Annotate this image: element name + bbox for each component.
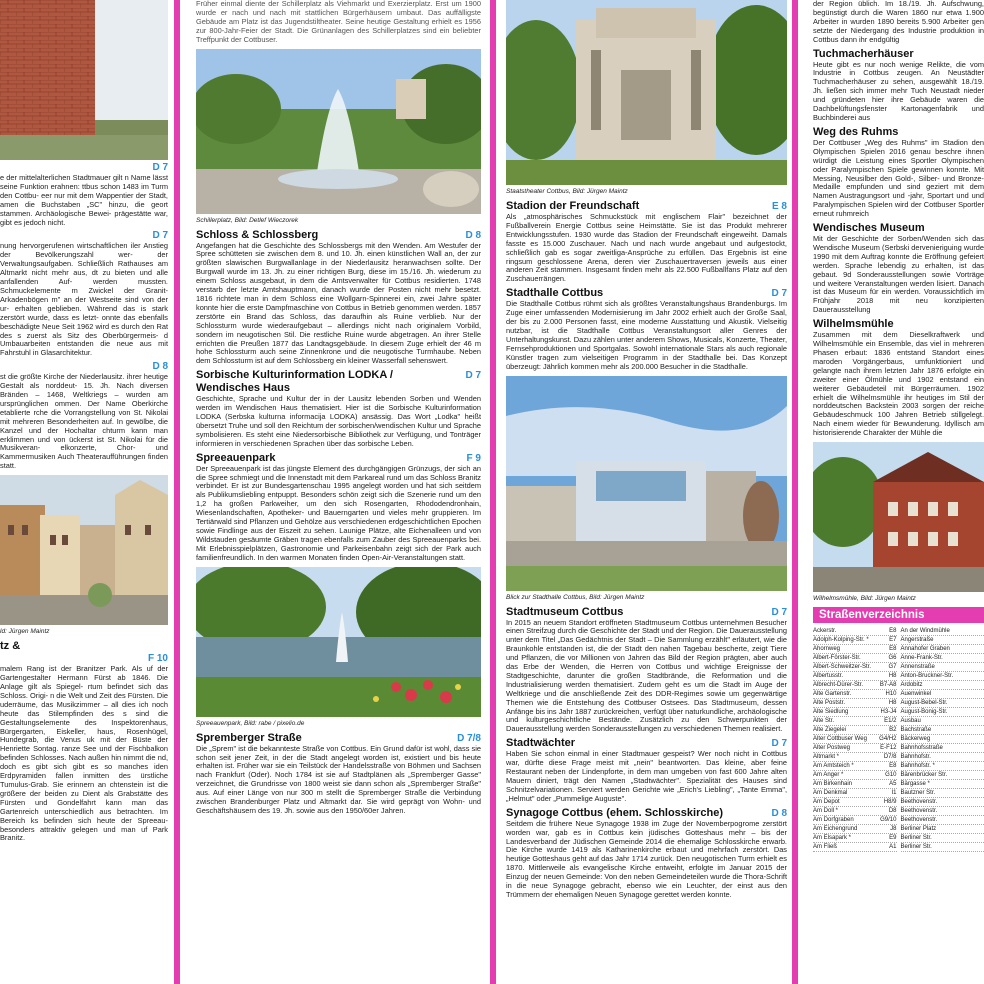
street-grid-ref: H8 (888, 673, 897, 680)
street-name: Bäckerweg (900, 736, 931, 743)
street-name: August-Bebel-Str. (900, 700, 948, 707)
street-name: Ahornweg (813, 646, 841, 653)
street-grid-ref: H3-J4 (880, 709, 897, 716)
section-title-fragment: tz & (0, 640, 21, 653)
street-index-row (813, 663, 897, 672)
street-index-row (901, 789, 984, 798)
street-index-row (813, 807, 897, 816)
section-title: Weg des Ruhms (813, 125, 899, 138)
street-index-row (813, 699, 897, 708)
street-index-row (901, 708, 984, 717)
street-index-row (813, 708, 897, 717)
street-grid-ref: I1 (891, 790, 897, 797)
section-title: Synagoge Cottbus (ehem. Schlosskirche) (506, 806, 723, 819)
street-grid-ref: G7 (888, 664, 897, 671)
grid-reference: D 7 (771, 288, 787, 300)
street-name: Alte Siedlung (813, 709, 849, 716)
street-name: Am Dorfgraben (813, 817, 854, 824)
street-name: August-Bonig-Str. (900, 709, 948, 716)
street-index-row (901, 744, 984, 753)
street-index-row (901, 735, 984, 744)
street-name: Albrecht-Dürer-Str. (813, 682, 864, 689)
section-title: Sorbische Kulturinformation LODKA / Wendisches Haus (196, 369, 393, 395)
street-name: Ardobitz (900, 682, 923, 689)
section-text: Mit der Geschichte der Sorben/Wenden sich das Wendische Museum (Serbski dervenieriguing wurde 1990 mit dem Auftrag konnte die Eröffnung gefeiert werden. Sprache lebendig zu erhalten, ist das gebaut. 9d Sonderausstellungen sowie Vorträge und weitere Veranstaltungen werden lisiert. Danach ist das Museum für ein werden. Voraussichtlich im Frühjahr 2018 mit neu konzipierten Dauerausstellung (813, 234, 984, 315)
section-text: Geschichte, Sprache und Kultur der in der Lausitz lebenden Sorben und Wenden werden im Wendischen Haus thematisiert. Hier ist die Sorbische Kulturinformation LODKA (Serbska kulturna informacija LODKA) ansässig. Das Wort „Lodka" heißt übersetzt Truhe und soll den Reichtum der sorbischen/wendischen Kultur und Sprache symbolisieren. Es steht eine Niedersorbische Bibliothek zur Verfügung, und Tonträger informieren in verschiedenen Sprachen über das sorbische Leben. (196, 394, 481, 448)
grid-reference: F 9 (466, 452, 481, 464)
photo-city-wall (0, 0, 168, 160)
street-name: Beethovenstr. (900, 799, 938, 806)
photo-spreeauenpark (196, 567, 481, 717)
street-index-row (901, 762, 984, 771)
street-name: Berliner Platz (900, 826, 937, 833)
grid-reference: D 7 (771, 606, 787, 618)
section-title: Tuchmacherhäuser (813, 47, 914, 60)
street-index-row (813, 816, 897, 825)
grid-reference: D 7 (771, 738, 787, 750)
street-grid-ref: A5 (889, 781, 897, 788)
street-grid-ref: E8 (889, 763, 897, 770)
street-name: Alter Postweg (813, 745, 851, 752)
street-grid-ref: E-F12 (880, 745, 897, 752)
section-text: Der Cottbuser „Weg des Ruhms" im Stadion den Olympischen Spielen 2016 genau beschre ihnen würdigt die Leistung eines Sportler Olympischen oder Paralympischen Spiele gewinnen konnte. Mit Messing, Neusilber den Gold-, Silber- und Bronze-Medaille empfunden und sind geziert mit dem Namen Austragungsort und -jahr, Sportart und und Paralympischen Spielen wird der Cottbuser Sportler erneut ruhmreich (813, 137, 984, 219)
street-name: Berliner Str. (900, 835, 932, 842)
street-index-row (813, 780, 897, 789)
street-index-row (901, 843, 984, 852)
street-index-row (813, 636, 897, 645)
street-name: Alte Ziegelei (813, 727, 847, 734)
section-title: Stadtmuseum Cottbus (506, 605, 624, 618)
section-text: In 2015 an neuem Standort eröffneten Stadtmuseum Cottbus unternehmen Besucher einen Streifzug durch die Geschichte der Stadt und der Region. Die Dauerausstellung unter dem Titel „Das Gedächtnis der Stadt – Die Sammlung erzählt" erläutert, wie die Braunkohle entstanden ist, die der Stadt den nahen Tagebau bescherte, zeigt Tiere und Pflanzen, die vor Millionen von Jahren das Bild der Region prägten, aber auch das Erbe der Wenden, die Herren von Cottbus und wichtige Ereignisse der Stadtgeschichte, darunter die großen Stadtbrände, die Reformation und die Industrialisierung werden thematisiert. Zudem geht es um die Stadt im Auge der Weltkriege und die anschließende Zeit des DDR-Regimes sowie um gegenwärtige Themen wie die Entstehung des Cottbuser Ostsees. Das Stadtmuseum, dessen Anfänge bis ins Jahr 1887 zurückreichen, verfügt über naturkundliche, archäologische und kulturgeschichtliche Bestände. Zusätzlich zu den Schwerpunkten der Dauerausstellung werden Sonderausstellungen zu verschiedenen Themen realisiert. (506, 617, 787, 734)
street-index-row (813, 744, 897, 753)
street-grid-ref: H8/9 (883, 799, 897, 806)
street-name: Am Amtsteich * (813, 763, 854, 770)
grid-reference: E 8 (771, 201, 787, 212)
photo-caption: Spreeauenpark, Bild: rabe / pixelio.de (196, 719, 305, 727)
photo-staatstheater (506, 0, 787, 185)
grid-reference: D 7 (152, 162, 168, 173)
street-grid-ref: E8 (889, 646, 897, 653)
section-text: Angefangen hat die Geschichte des Schlossbergs mit den Wenden. Am Westufer der Spree schütteten sie zwischen dem 8. und 10. Jh. einen künstlichen Wall an, der zur größten slawischen Burgwallanlage in der Niederlausitz heranwachsen sollte. Der Burgwall wurde im 13. Jh. zu einer richtigen Burg, diese im 15./16. Jh. wiederum zu einem Schloss ausgebaut, in dem die Amtsverwalter für Cottbus residierten. 1748 verstarb der letzte Amtshauptmann, danach wurde der Posten nicht mehr besetzt. 1816 richtete man in dem Schloss eine Wollgarn-Spinnerei ein, zwei Jahre später konnte hier die erste Dampfmaschine von Cottbus in Betrieb genommen werden. 1857 zerstörte ein Brand das Schloss, das daraufhin als Ruine verblieb. Nur der Schlossturm wurde wiederaufgebaut – allerdings nicht nach originalem Vorbild, sondern im neugotischen Stil. Die restliche Ruine wurde abgetragen. An ihrer Stelle errichten die Preußen 1877 das Landtagsgebäude. In diesem Zuge erhielt der 46 m hohe Schlossturm auch seine Zinnenkrone und die neugotische Turmhaube. Neben dem Schlossturm ist auf dem Schlossberg ein kleiner Wasserfall sehenswert. (196, 240, 481, 366)
street-name: Am Depot (813, 799, 840, 806)
text-oberkirche: st die größte Kirche der Niederlausitz. ihrer heutige Gestalt als norddeut- 15. Jh. Nach diversen Bränden – 1468, Weltkriegs – wurden am ursprünglichen ommen. Der Name Oberkirche etablierte rche die Vorrangstellung von St. Nikolai mit mehreren Besonderheiten auf. In gewölbe, die Kanzel und der Hochaltar chturm kann man erklimmen und von ückerst ist St. Nikolai für die Musikveran- elkonzerte, Chor- und Kammermusiken Auch Theateraufführungen finden statt. (0, 372, 168, 471)
street-grid-ref: H10 (885, 691, 897, 698)
column-divider (490, 0, 496, 984)
street-name: Angerstraße (900, 637, 934, 644)
street-index-row (813, 681, 897, 690)
street-index-column-left (813, 627, 897, 852)
street-index-row (901, 627, 984, 636)
grid-reference: D 7 (152, 230, 168, 242)
street-grid-ref: E9 (889, 835, 897, 842)
section-title: Wilhelmsmühle (813, 318, 894, 331)
street-name: Bautzner Str. (900, 790, 936, 797)
photo-stadthalle (506, 376, 787, 591)
street-index-row (901, 726, 984, 735)
street-name: Alte Str. (813, 718, 835, 725)
text-rathaus: nung hervorgerufenen wirtschaftlichen iler Anstieg der Bevölkerungszahl wer- der Verwaltungsaufgaben. Schließlich Rathauses am Altmarkt nicht mehr aus, dt zu bieten und alle anfallenden Auf- werden mussten. Schmuckelemente m Zwickel der Granit-Arkadenbögen m" an der Westseite sind von der ur- erhalten geblieben. Während das is stark zerstört wurde, dass es letzt- onnte das ebenfalls beschädigte Neue Seit 1962 wird es durch den Rat des s zuerst als Sitz des Oberbürgermeis- d Umbauarbeiten entstanden die neue aus mit Fahrstuhl in Glasarchitektur. (0, 241, 168, 358)
street-index-row (813, 627, 897, 636)
street-index-row (901, 807, 984, 816)
street-grid-ref: D7/8 (883, 754, 897, 761)
street-grid-ref: B2 (889, 727, 897, 734)
street-index-row (813, 843, 897, 852)
photo-caption: ld: Jürgen Maintz (0, 628, 50, 636)
column-3 (506, 0, 787, 984)
street-name: Alte Gartenstr. (813, 691, 852, 698)
street-index-row (813, 789, 897, 798)
street-name: Anton-Bruckner-Str. (900, 673, 954, 680)
photo-caption: Schillerplatz, Bild: Detlef Wieczorek (196, 216, 299, 224)
street-index-row (901, 834, 984, 843)
street-name: Ausbau (900, 718, 921, 725)
street-index-row (901, 798, 984, 807)
section-text: Als „atmosphärisches Schmuckstück mit englischem Flair" bezeichnet der Fußballverein Energie Cottbus seine Heimstätte. Sie ist das Produkt mehrerer Entwicklungsstufen. 1930 wurde das Stadion der Freundschaft eingeweiht. Damals fasste es 15.000 Zuschauer. Nach und nach wurde angebaut und aufgestockt, schließlich gab es sogar zweitliga-Ansprüche zu erfüllen. Das Ergebnis ist eine ringsum geschlossene Arena, deren vier Zuschauertraversen jeweils aus einer anderen Zeit stammen. Insgesamt finden mehr als 22.500 Fußballfans Platz auf den Zuschauerrängen. (506, 212, 787, 284)
street-index-row (901, 690, 984, 699)
street-index-row (813, 753, 897, 762)
street-grid-ref: J8 (890, 826, 897, 833)
photo-caption: Blick zur Stadthalle Cottbus, Bild: Jürgen Maintz (506, 593, 645, 601)
street-index-row (901, 654, 984, 663)
column-2 (196, 0, 481, 984)
street-index-row (813, 798, 897, 807)
street-name: Alter Cottbuser Weg (813, 736, 867, 743)
grid-reference: D 8 (152, 361, 168, 373)
section-title: Stadion der Freundschaft (506, 200, 640, 212)
section-text: Die Stadthalle Cottbus rühmt sich als größtes Veranstaltungshaus Brandenburgs. Im Zuge einer umfassenden Modernisierung im Jahr 2002 erhielt auch der Große Saal, der bis zu 2.000 Personen fasst, eine moderne Ausstattung und Akustik. Vielseitig nutzbar, ist die Stadthalle Cottbus Veranstaltungsort aller Genres der Unterhaltungskunst. Dazu zählen unter anderem Shows, Musicals, Konzerte, Theater, Fernsehproduktionen und Sportgalas. Sowohl internationale Stars als auch regionale Künstler tragen zum vielseitigen Programm in der Stadthalle bei. Das Konzept überzeugt: Jährlich kommen mehr als 200.000 Besucher in die Stadthalle. (506, 299, 787, 371)
street-name: Am Denkmal (813, 790, 848, 797)
street-index-row (813, 654, 897, 663)
text-branitzer-park: malem Rang ist der Branitzer Park. Als uf der Gartengestalter Hermann Fürst ab 1846. Die Anlage gilt als Spiegel- rtum befindet sich das Schloss. Origi- n die Welt und Zeit des Fürsten. Die uderräume, das Musikzimmer – all dies ich noch heute das Stilempfinden des s sind die Gestaltungselemente des Inspektorenhaus, Bürgergarten, Eiskeller, haus, Rosenhügel, Hundegrab, die Venus uk mit der Büste der Henriette Sontag. ranze See und der Fischbalkon befinden Schlosses. Nach außen hin nimmt die nd, doch es gibt sich gibt es so manches iden Erdpyramiden fallen inmitten des ürstliche Tumulus-Grab. Sie erinnern an chtenstein ist die größere der beiden zu Dient als Grabstätte des Fürsten und Gondelfahrt kann man das Gartenreich unterschiedlich aus betrachten. Im Bereich ks befinden sich heute der Spreeau- besonders attraktiv gelegen und man uf Park Branitz. (0, 664, 168, 843)
column-1 (0, 0, 168, 984)
street-name: Am Eichengrund (813, 826, 858, 833)
street-name: Anne-Frank-Str. (900, 655, 943, 662)
street-name: Bachstraße (900, 727, 932, 734)
street-name: Bahnhofstr. * (900, 763, 935, 770)
street-name: Altmarkt * (813, 754, 840, 761)
street-name: Albert-Förster-Str. (813, 655, 861, 662)
street-grid-ref: H8 (888, 700, 897, 707)
street-index-row (813, 717, 897, 726)
photo-wilhelmsmuehle (813, 442, 984, 592)
column-divider (792, 0, 798, 984)
street-grid-ref: E1/2 (884, 718, 897, 725)
street-index-row (813, 762, 897, 771)
section-text: Die „Sprem" ist die bekannteste Straße von Cottbus. Ein Grund dafür ist wohl, dass sie schon seit jener Zeit, in der die Stadt angelegt worden ist, existiert und bis heute erhalten ist. Früher war sie ein Teilstück der Handelsstraße von Böhmen und Sachsen nach Frankfurt (Oder). Noch 1784 ist sie auf Stadtplänen als „Spremberger Gasse" verzeichnet, die Grundrisse von 1800 weist sie dann schon als „Spremberger Straße" aus. Auf einer Länge von nur 300 m stellt die Spremberger Straße die Verbindung zwischen Brandenburger Platz und Altmarkt dar. Sie wird geprägt von Wohn- und Geschäftshäusern des 19. Jh. sowie aus den 1950/60er Jahren. (196, 743, 481, 815)
section-title: Wendisches Museum (813, 222, 925, 235)
street-grid-ref: G10 (885, 772, 897, 779)
street-grid-ref: E7 (889, 637, 897, 644)
street-name: Adolph-Kolping-Str. * (813, 637, 869, 644)
street-name: Beethovenstr. (900, 808, 938, 815)
street-name: Albertusstr. (813, 673, 844, 680)
street-index-row (901, 699, 984, 708)
section-text: Der Spreeauenpark ist das jüngste Element des durchgängigen Grünzugs, der sich an die Spree schmiegt und die Innenstadt mit dem Parkareal rund um das Schloss Branitz verbindet. Er ist zur Bundesgartenschau 1995 angelegt worden und hat sich seitdem als Publikumsliebling entpuppt. Besonders schön zeigt sich die Szenerie rund um den 1,2 ha großen Parkweiher, um den sich Rosengarten, Rhododendronhain, Wiesenlandschaften, Apotheker- und Bauerngarten und vieles mehr gruppieren. Im Tertiärwald sind Pflanzen und Gehölze aus verschiedenen erdgeschichtlichen Epochen sowie Findlinge aus der Eiszeit zu sehen. Launige Plätze, alte Eichenalleen und von Wildstauden gesäumte Gräben tragen ebenfalls zum Zauber des Spreeauenparks bei. Mit Erlebnisspielplätzen, Gastronomie und Parkeisenbahn zeigt sich der Park auch familienfreundlich. In den warmen Monaten finden Open-Air-Veranstaltungen statt. (196, 463, 481, 562)
street-name: Bärenbrücker Str. (900, 772, 948, 779)
grid-reference: D 7 (465, 370, 481, 382)
section-title: Schloss & Schlossberg (196, 228, 319, 241)
grid-reference: D 8 (771, 807, 787, 819)
street-name: Berliner Str. (900, 844, 932, 851)
section-title: Spreeauenpark (196, 451, 276, 464)
street-grid-ref: G4/H2 (879, 736, 897, 743)
street-grid-ref: G6 (888, 655, 897, 662)
street-index-row (813, 645, 897, 654)
column-4 (813, 0, 984, 984)
street-name: Bärgasse * (900, 781, 930, 788)
street-name: Am Birkenhain (813, 781, 853, 788)
section-text: Heute gibt es nur noch wenige Relikte, die vom Industrie in Cottbus zeugen. An Neustädter Tuchmacherhäuser zu sehen, ausgewählt 18./19. Jh. ließen sich immer mehr Tuch Neustadt nieder und gründeten hier ihre Gebäude waren die Dachbelüftungsfenster Kartonagenfabrik und Buchbinderei aus (813, 59, 984, 122)
street-name: Bahnhofsstraße (900, 745, 943, 752)
section-text: Seitdem die frühere Neue Synagoge 1938 im Zuge der Novemberpogrome zerstört worden war, gab es in Cottbus kein jüdisches Gotteshaus mehr – bis der Landesverband der Jüdischen Gemeinde 2014 die ehemalige Schlosskirche erwarb. Die Kirche wurde 1419 als Katharinenkirche erbaut und mehrfach zerstört. Das heutige Gotteshaus geht auf das Jahr 1714 zurück. Den neugotischen Turm erhielt es 1870. Mittlerweile als evangelische Kirche entweiht, erfolgte im Januar 2015 der Einzug der neuen Gemeinde: Von den neben Gemeindeteilen wurde die Thora-Schrift in die neue Synagoge gebracht, ebenso wie ein Leuchter, der einst aus den Trümmern der ehemaligen Neuen Synagoge gerettet werden konnte. (506, 818, 787, 899)
section-title: Stadthalle Cottbus (506, 287, 604, 300)
section-text: Zusammen mit dem Dieselkraftwerk und Wilhelmsmühle ein Ensemble, das viel in mehreren Phasen erbaut: 1836 entstand Standort eines maroden Vorgängerbaus, umfunktioniert und gelangte nach ihrem letzten Jahr 1876 erfolgte ein zweiter einer Ölmühle und 1902 entstand ein weiterer Gebäudeteil mit Bürgerräumen. 1902 erhielt die Wilhelmsmühle ihr heutiges im Stil der norddeutschen Backstein 2003 sorgen der reiche Gebäudeschmuck 100 Jahren Betrieb stillgelegt. Nach einem wieder für Bewunderung. Idyllisch am historisierende Charakter der Mühle die (813, 330, 984, 438)
street-index-row (901, 717, 984, 726)
street-index-row (813, 825, 897, 834)
section-title: Spremberger Straße (196, 731, 302, 744)
grid-reference: F 10 (147, 653, 168, 665)
photo-schillerplatz (196, 49, 481, 214)
street-name: Am Doll * (813, 808, 839, 815)
street-grid-ref: D8 (888, 808, 897, 815)
photo-caption: Wilhelmsmühle, Bild: Jürgen Maintz (813, 595, 916, 603)
street-grid-ref: G9/10 (880, 817, 897, 824)
text-industrie: der Region üblich. Im 18./19. Jh. Aufschwung, begünstigt durch die Waren 1860 nur etwa 1.900 Arbeiter in wurden 1890 bereits 5.900 Arbeiter gen setzte der Niedergang des Industrie produktion in Cottbus dann ihr endgültig (813, 0, 984, 44)
street-index-row (813, 690, 897, 699)
street-index-row (901, 681, 984, 690)
street-index-row (813, 672, 897, 681)
street-name: An der Windmühle (900, 628, 950, 635)
street-index-row (901, 645, 984, 654)
street-name: Annahofer Graben (900, 646, 950, 653)
street-name: Annenstraße (900, 664, 935, 671)
street-grid-ref: E8 (889, 628, 897, 635)
grid-reference: D 7/8 (457, 732, 481, 744)
street-index-row (813, 735, 897, 744)
street-index-row (813, 726, 897, 735)
street-index-row (901, 663, 984, 672)
street-index-row (901, 636, 984, 645)
section-text: Haben Sie schon einmal in einer Stadtmauer gespeist? Wer noch nicht in Cottbus war, dürfte diese Frage meist mit „nein" beantworten. Das kleine, aber feine Restaurant neben der Lindenpforte, in dem man umgeben von fast 600 Jahre alten Mauern diniert, trägt den Namen „Stadtwächter". Spezialität des Hauses sind Schnitzelvariationen. Serviert werden Gerichte wie „Erich's Liebling", „Tante Emma", „Helmut" oder „Pummelige Auguste". (506, 749, 787, 803)
photo-altmarkt (0, 475, 168, 625)
street-index-row (901, 771, 984, 780)
street-index-row (901, 816, 984, 825)
street-name: Alte Poststr. (813, 700, 846, 707)
street-name: Am Fließ (813, 844, 837, 851)
street-name: Bahnhofstr. (900, 754, 931, 761)
text-muenzturm: e der mittelalterlichen Stadtmauer gilt n Name lässt seine Funktion erahnen: ttbus schon 1483 im Turm den Cottbu- eer nur mit dem Wappentier der Stadt, amen die Buchstaben „SC" hinzu, die geort stammen. Archäologische Bewei- prägestätte war, gibt es jedoch nicht. (0, 173, 168, 227)
street-grid-ref: B7-A8 (879, 682, 897, 689)
street-name: Am Elsapark * (813, 835, 852, 842)
street-name: Auenwinkel (900, 691, 932, 698)
photo-caption: Staatstheater Cottbus, Bild: Jürgen Maintz (506, 188, 628, 195)
street-index-title: Straßenverzeichnis (813, 607, 984, 623)
street-index-column-right (901, 627, 984, 852)
street-name: Albert-Schweitzer-Str. (813, 664, 872, 671)
street-index-row (813, 771, 897, 780)
section-title: Stadtwächter (506, 737, 576, 750)
text-schillerplatz: Früher einmal diente der Schillerplatz als Viehmarkt und Exerzierplatz. Erst um 1900 wurde er nach und nach mit stattlichen Bürgerhäusern umbaut. Das auffälligste Gebäude am Platz ist das Jugendstiltheater. Seine heutige Gestaltung erhielt es 1956 zur 800-Jahr-Feier der Stadt. Die Grünanlagen des Schillerplatzes sind ein beliebter Treffpunkt der Cottbuser. (196, 0, 481, 44)
street-index-row (901, 753, 984, 762)
street-index-row (901, 780, 984, 789)
grid-reference: D 8 (465, 229, 481, 241)
street-name: Am Anger * (813, 772, 844, 779)
street-index-row (901, 825, 984, 834)
column-divider (174, 0, 180, 984)
street-index-row (901, 672, 984, 681)
street-grid-ref: A1 (889, 844, 897, 851)
street-name: Ackerstr. (813, 628, 837, 635)
street-name: Beethovenstr. (900, 817, 938, 824)
street-index-row (813, 834, 897, 843)
street-index (813, 627, 984, 852)
